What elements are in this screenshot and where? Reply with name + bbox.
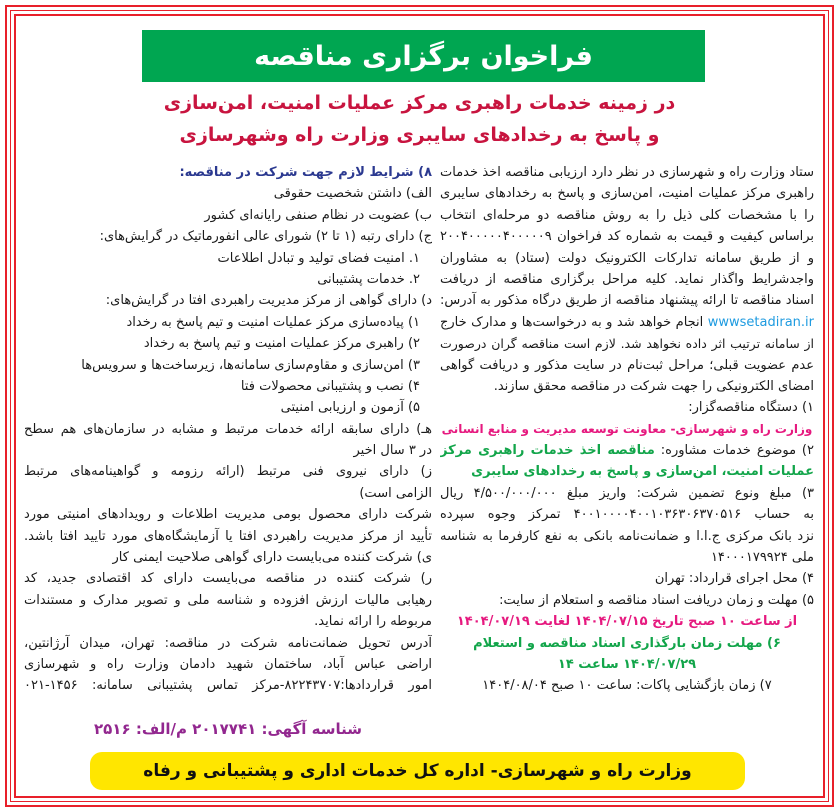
text-segment: ب) عضویت در نظام صنفی رایانه‌ای کشور: [204, 207, 432, 223]
text-segment: تأیید از مرکز مدیریت راهبردی افتا یا آزمایشگاه‌های مورد تایید افتا باشد.: [24, 528, 432, 544]
text-line: [440, 226, 814, 247]
text-segment: انجام خواهد شد و به درخواست‌ها و مدارک خارج: [440, 314, 708, 330]
text-segment: ر) شرکت کننده در مناقصه می‌بایست دارای کد اقتصادی جدید، کد: [24, 571, 432, 587]
text-segment: وزارت راه و شهرسازی- معاونت توسعه مدیریت و منابع انسانی: [441, 421, 813, 436]
text-segment: ز) دارای نیروی فنی مرتبط (ارائه رزومه و گواهینامه‌های مرتبط: [24, 464, 432, 480]
text-segment: مربوطه را ارائه نماید.: [314, 614, 432, 630]
text-segment: اراضی عباس آباد، ساختمان شهید دادمان وزارت راه و شهرسازی: [24, 656, 432, 672]
text-segment: به حساب ۴۰۰۱۰۰۰۰۴۰۰۱۰۳۶۳۰۶۳۷۰۵۱۶ تمرکز وجوه سپرده: [440, 507, 814, 523]
text-line: [24, 461, 432, 482]
text-line: [24, 205, 432, 226]
text-segment: ج) دارای رتبه (۱ تا ۲) شورای عالی انفورماتیک در گرایش‌های:: [99, 229, 432, 245]
text-segment: از سامانه ترتیب اثر داده نخواهد شد. لازم است مناقصه گران درصورت: [440, 336, 814, 352]
text-line: [440, 397, 814, 418]
text-segment: از ساعت ۱۰ صبح تاریخ ۱۴۰۴/۰۷/۱۵ لغایت ۱۴۰۴/۰۷/۱۹: [456, 614, 798, 630]
text-line: [24, 333, 432, 354]
text-segment: الف) داشتن شخصیت حقوقی: [273, 186, 432, 202]
text-segment: در ۳ سال اخیر: [353, 443, 432, 459]
text-segment: ۷) زمان بازگشایی پاکات: ساعت ۱۰ صبح ۱۴۰۴/۰۸/۰۴: [482, 678, 772, 694]
text-line: [440, 675, 814, 696]
text-segment: ۴) نصب و پشتیبانی محصولات فتا: [240, 378, 420, 394]
text-line: [24, 290, 432, 311]
text-segment: د) دارای گواهی از مرکز مدیریت راهبردی افتا در گرایش‌های:: [105, 293, 432, 309]
right-column-body: [440, 162, 814, 697]
text-line: [24, 675, 432, 696]
page-title: فراخوان برگزاری مناقصه: [254, 40, 593, 72]
text-line: [440, 376, 814, 397]
text-line: [24, 376, 432, 397]
text-segment: شرکت دارای محصول بومی مدیریت اطلاعات و رویدادهای امنیتی مورد: [24, 507, 432, 523]
text-line: [24, 568, 432, 589]
text-line: [440, 440, 814, 461]
text-segment: ۵) مهلت و زمان دریافت اسناد مناقصه و استعلام از سایت:: [499, 592, 814, 608]
text-segment: امور قراردادها:۸۲۲۴۳۷۰۷-مرکز تماس پشتیبانی سامانه: ۱۴۵۶-۰۲۱: [24, 678, 432, 694]
text-line: [440, 248, 814, 269]
text-segment: هـ) دارای سابقه ارائه خدمات مرتبط و مشابه در سازمان‌های هم سطح: [24, 421, 432, 437]
text-line: [24, 611, 432, 632]
text-line: [440, 205, 814, 226]
text-segment: ستاد وزارت راه و شهرسازی در نظر دارد ارزیابی مناقصه اخذ خدمات: [440, 165, 814, 180]
ad-id: شناسه آگهی: ۲۰۱۷۷۴۱ م/الف: ۲۵۱۶: [93, 720, 363, 738]
text-line: [440, 183, 814, 204]
text-segment: ۸) شرایط لازم جهت شرکت در مناقصه:: [179, 165, 432, 180]
text-segment: راهبری مرکز عملیات امنیت، امن‌سازی و پاسخ به رخدادهای سایبری: [440, 186, 814, 202]
text-line: [24, 226, 432, 247]
website-link[interactable]: wwwsetadiran.ir: [707, 314, 814, 330]
text-line: [440, 633, 814, 654]
text-segment: ۱۴۰۴/۰۷/۲۹ ساعت ۱۴: [557, 656, 697, 672]
text-line: [440, 333, 814, 354]
footer-banner: [90, 752, 745, 790]
text-line: [24, 269, 432, 290]
text-line: [24, 440, 432, 461]
text-line: [24, 547, 432, 568]
text-line: [440, 611, 814, 632]
text-segment: ۲. خدمات پشتیبانی: [317, 271, 420, 287]
footer-text: وزارت راه و شهرسازی- اداره کل خدمات اداری و پشتیبانی و رفاه: [143, 761, 692, 781]
text-line: [440, 590, 814, 611]
text-segment: ۲) موضوع خدمات مشاوره:: [654, 443, 814, 459]
text-line: [24, 183, 432, 204]
text-segment: واجدشرایط واگذار نماید. کلیه مراحل برگزاری مناقصه از دریافت: [440, 271, 814, 287]
subtitle-line-1: در زمینه خدمات راهبری مرکز عملیات امنیت، امن‌سازی: [163, 92, 676, 114]
text-segment: الزامی است): [359, 485, 432, 501]
title-banner: [142, 30, 705, 82]
text-line: [24, 248, 432, 269]
text-segment: نزد بانک مرکزی ج.ا.ا و ضمانت‌نامه بانکی به نفع کارفرما به شناسه: [440, 528, 814, 544]
text-segment: و از طریق سامانه تدارکات الکترونیک دولت (ستاد) به مشاوران: [440, 250, 814, 266]
text-line: [24, 590, 432, 611]
text-segment: ۱) دستگاه مناقصه‌گزار:: [688, 400, 814, 416]
text-segment: ۳) مبلغ ونوع تضمین شرکت: واریز مبلغ ۴/۵۰۰/۰۰۰/۰۰۰ ریال: [440, 485, 814, 501]
text-segment: ۱. امنیت فضای تولید و تبادل اطلاعات: [217, 250, 420, 266]
text-segment: ملی ۱۴۰۰۰۱۷۹۹۲۴: [710, 550, 814, 566]
text-line: [24, 312, 432, 333]
text-line: [440, 312, 814, 333]
text-line: [24, 397, 432, 418]
text-segment: ۵) آزمون و ارزیابی امنیتی: [280, 400, 420, 416]
text-segment: ۱) پیاده‌سازی مرکز عملیات امنیت و تیم پاسخ به رخداد: [126, 314, 420, 330]
text-line: [24, 526, 432, 547]
text-line: [24, 419, 432, 440]
left-column-conditions: [24, 162, 432, 697]
text-line: [24, 162, 432, 183]
text-line: [440, 419, 814, 440]
text-line: [440, 461, 814, 482]
text-segment: عملیات امنیت، امن‌سازی و پاسخ به رخدادهای سایبری: [471, 464, 814, 480]
text-segment: امضای الکترونیکی را جهت شرکت در مناقصه محقق سازند.: [493, 378, 814, 394]
text-segment: رهیابی مالیات ارزش افزوده و شناسه ملی و تصویر مدارک و مستندات: [24, 592, 432, 608]
text-segment: براساس کیفیت و قیمت به شماره کد فراخوان ۲۰۰۴۰۰۰۰۰۴۰۰۰۰۰۹: [440, 229, 814, 245]
text-line: [24, 355, 432, 376]
text-segment: ۶) مهلت زمان بارگذاری اسناد مناقصه و استعلام: [473, 635, 781, 651]
text-line: [24, 504, 432, 525]
text-line: [24, 654, 432, 675]
text-line: [440, 654, 814, 675]
text-segment: ۲) راهبری مرکز عملیات امنیت و تیم پاسخ به رخداد: [143, 336, 420, 352]
text-segment: مناقصه اخذ خدمات راهبری مرکز: [440, 443, 655, 459]
text-line: [440, 290, 814, 311]
text-line: [440, 568, 814, 589]
text-line: [440, 162, 814, 183]
text-line: [440, 504, 814, 525]
subtitle-line-2: و پاسخ به رخدادهای سایبری وزارت راه وشهرسازی: [179, 124, 660, 146]
text-segment: اسناد مناقصه تا ارائه پیشنهاد مناقصه از طریق درگاه مذکور به آدرس:: [440, 293, 814, 309]
text-segment: را با مشخصات کلی ذیل را به روش مناقصه دو مرحله‌ای انتخاب: [440, 207, 814, 223]
text-segment: ۴) محل اجرای قرارداد: تهران: [654, 571, 814, 587]
text-line: [440, 355, 814, 376]
text-line: [24, 633, 432, 654]
text-line: [440, 526, 814, 547]
text-line: [440, 483, 814, 504]
text-segment: آدرس تحویل ضمانت‌نامه شرکت در مناقصه: تهران، میدان آرژانتین،: [24, 635, 432, 651]
text-line: [24, 483, 432, 504]
text-segment: عدم عضویت قبلی؛ مراحل ثبت‌نام در سایت مذکور و دریافت گواهی: [440, 357, 814, 373]
text-line: [440, 269, 814, 290]
text-segment: ی) شرکت کننده می‌بایست دارای گواهی صلاحیت ایمنی کار: [112, 550, 432, 566]
text-segment: ۳) امن‌سازی و مقاوم‌سازی سامانه‌ها، زیرساخت‌ها و سرویس‌ها: [81, 357, 420, 373]
text-line: [440, 547, 814, 568]
